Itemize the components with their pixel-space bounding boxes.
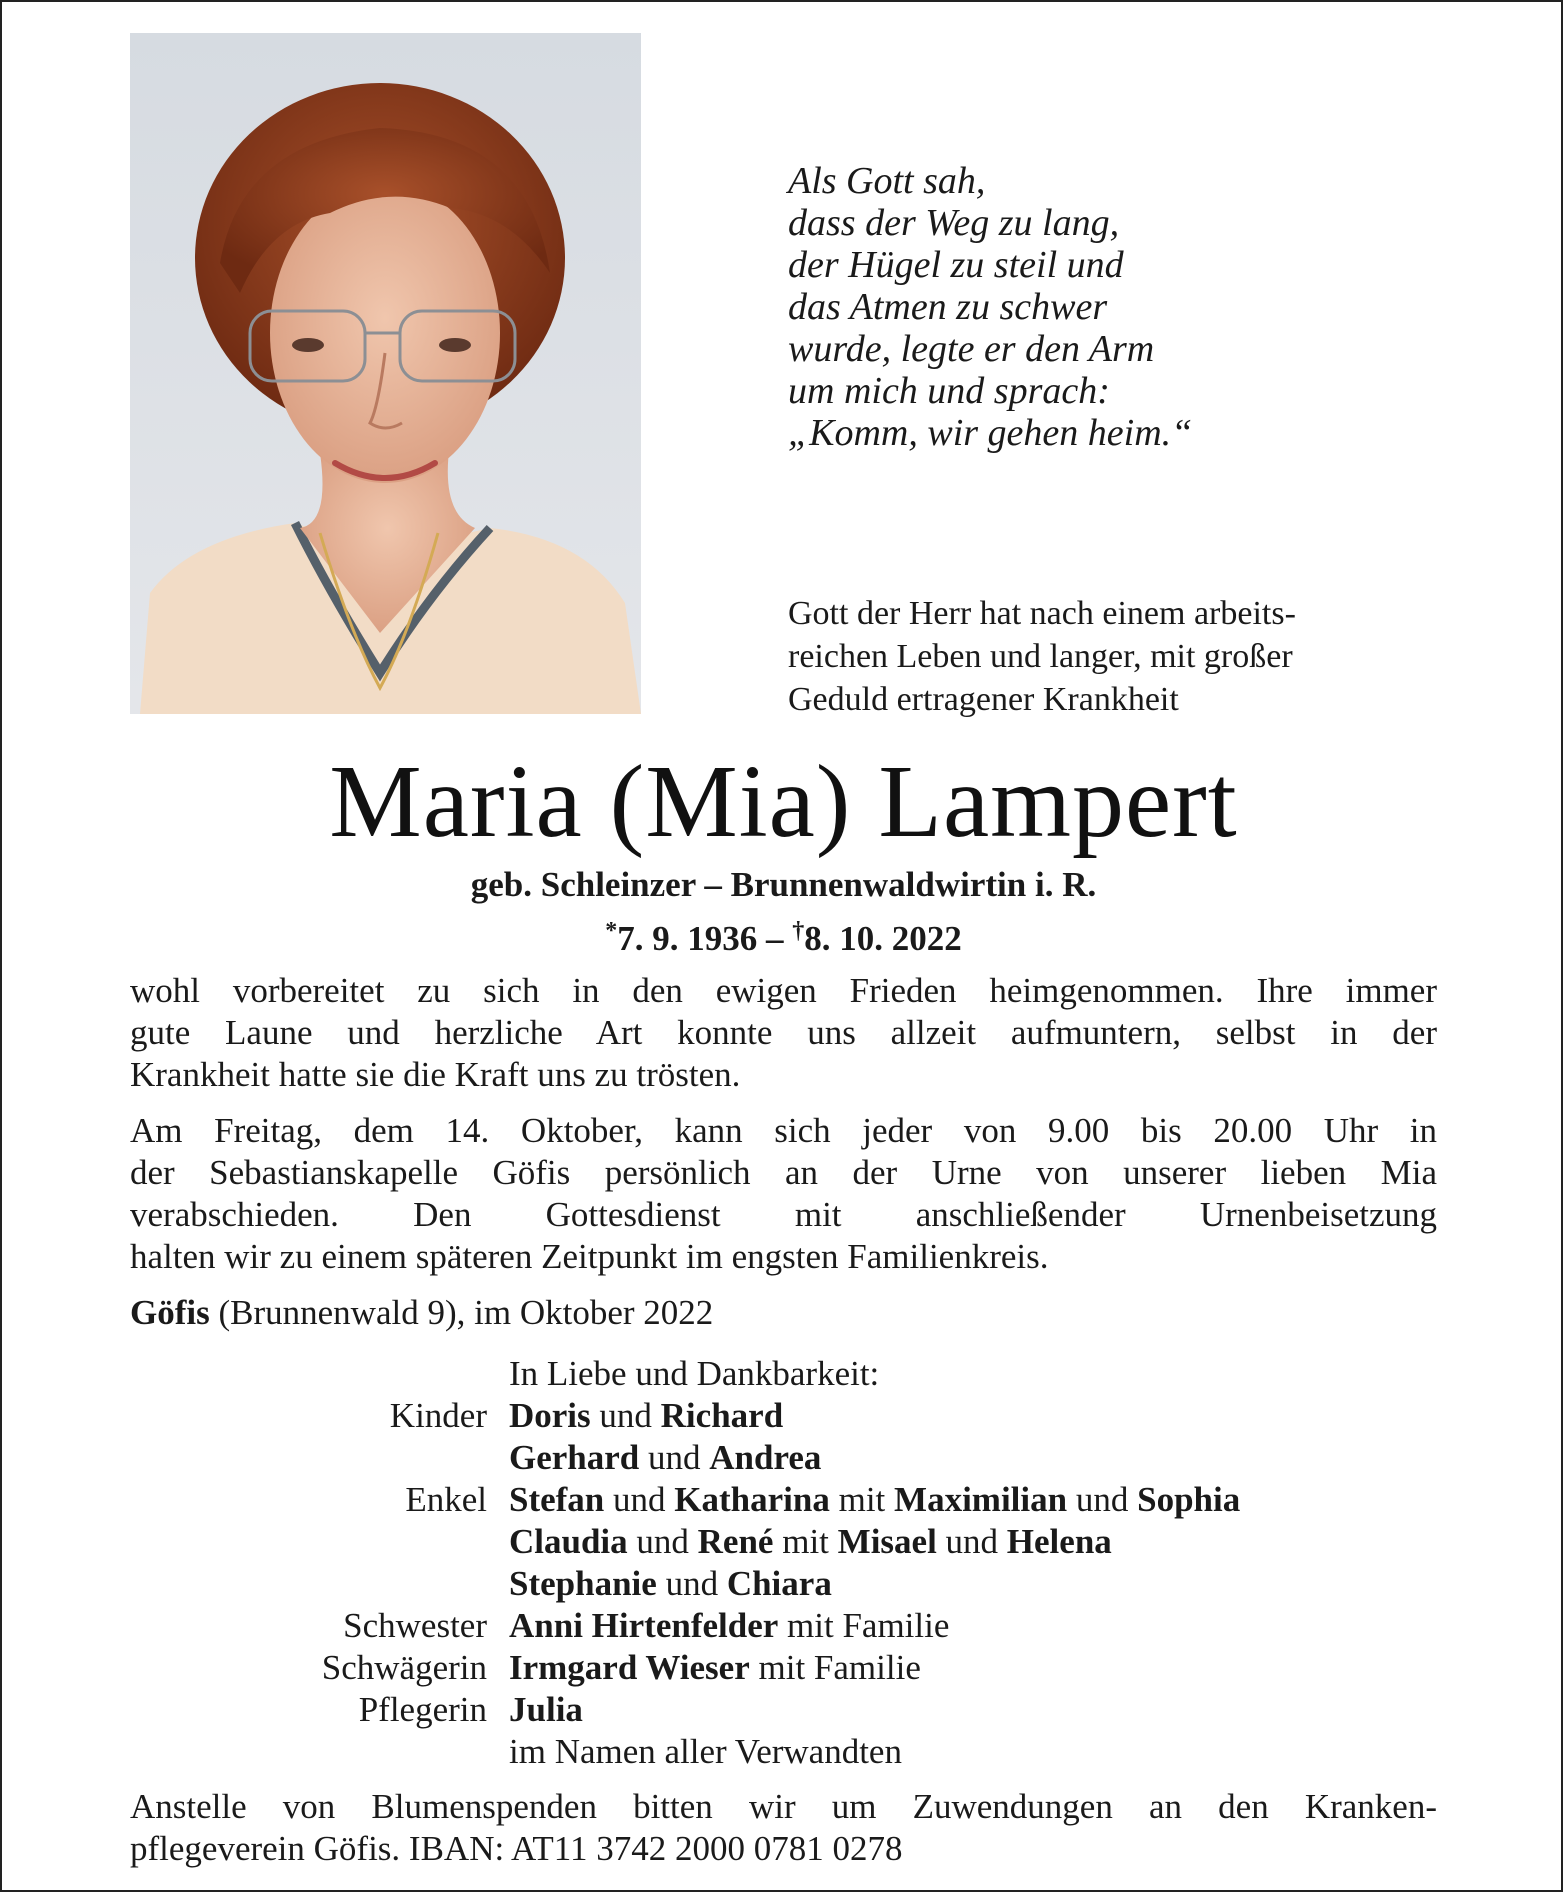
mourners-heading-row bbox=[130, 1353, 1460, 1395]
connector-text: und bbox=[590, 1396, 661, 1435]
death-symbol: † bbox=[792, 918, 805, 944]
mourner-row bbox=[130, 1605, 1460, 1647]
intro-line: Gott der Herr hat nach einem arbeits- bbox=[788, 595, 1296, 632]
paragraph-line: halten wir zu einem späteren Zeitpunkt im engsten Familienkreis. bbox=[130, 1237, 1049, 1276]
mourner-role: Pflegerin bbox=[358, 1690, 487, 1729]
connector-text: und bbox=[639, 1438, 710, 1477]
mourner-names bbox=[509, 1521, 1112, 1563]
mourner-names bbox=[509, 1563, 832, 1605]
portrait-photo bbox=[130, 33, 641, 714]
mourner-name: Maximilian bbox=[894, 1480, 1068, 1519]
mourner-names bbox=[509, 1647, 921, 1689]
deceased-name: Maria (Mia) Lampert bbox=[329, 744, 1238, 859]
donation-line: Anstelle von Blumenspenden bitten wir um Zuwendungen an den Kranken- bbox=[130, 1787, 1437, 1826]
mourner-row bbox=[130, 1395, 1460, 1437]
mourner-role: Schwägerin bbox=[321, 1648, 487, 1687]
connector-text: mit bbox=[773, 1522, 838, 1561]
mourner-name: Richard bbox=[660, 1396, 784, 1435]
place-town: Göfis bbox=[130, 1293, 210, 1332]
intro-line: Geduld ertragener Krankheit bbox=[788, 681, 1179, 718]
mourner-role: Enkel bbox=[405, 1480, 487, 1519]
mourners-heading: In Liebe und Dankbarkeit: bbox=[509, 1354, 880, 1393]
birth-date: 7. 9. 1936 bbox=[617, 919, 758, 958]
mourner-row bbox=[130, 1647, 1460, 1689]
mourner-row bbox=[130, 1479, 1460, 1521]
mourners-closing: im Namen aller Verwandten bbox=[509, 1732, 902, 1771]
mourner-role bbox=[130, 1437, 509, 1479]
poem-line: der Hügel zu steil und bbox=[788, 244, 1124, 286]
mourner-row bbox=[130, 1563, 1460, 1605]
date-dash: – bbox=[766, 919, 784, 958]
mourners-list bbox=[130, 1353, 1460, 1773]
mourner-names bbox=[509, 1479, 1240, 1521]
mourner-role bbox=[130, 1563, 509, 1605]
poem-line: dass der Weg zu lang, bbox=[788, 202, 1120, 244]
life-dates bbox=[0, 910, 1567, 960]
birth-symbol: * bbox=[605, 918, 618, 944]
donation-note bbox=[130, 1786, 1437, 1870]
mourner-name: Doris bbox=[509, 1396, 591, 1435]
mourners-closing-row bbox=[130, 1731, 1460, 1773]
mourner-name: René bbox=[697, 1522, 774, 1561]
mourner-role bbox=[130, 1521, 509, 1563]
connector-text: und bbox=[656, 1564, 727, 1603]
connector-text: und bbox=[1067, 1480, 1138, 1519]
mourner-name: Gerhard bbox=[509, 1438, 640, 1477]
death-date: 8. 10. 2022 bbox=[804, 919, 962, 958]
paragraph-line: Am Freitag, dem 14. Oktober, kann sich jeder von 9.00 bis 20.00 Uhr in bbox=[130, 1111, 1437, 1150]
place-date bbox=[130, 1292, 713, 1334]
paragraph-line: der Sebastianskapelle Göfis persönlich an der Urne von unserer lieben Mia bbox=[130, 1153, 1437, 1192]
place-rest: (Brunnenwald 9), im Oktober 2022 bbox=[209, 1293, 714, 1332]
mourner-name: Katharina bbox=[674, 1480, 830, 1519]
mourner-row bbox=[130, 1689, 1460, 1731]
mourner-name: Claudia bbox=[509, 1522, 628, 1561]
paragraph-service bbox=[130, 1110, 1437, 1278]
connector-text: mit Familie bbox=[778, 1606, 950, 1645]
mourner-name: Stefan bbox=[509, 1480, 605, 1519]
mourner-name: Anni Hirtenfelder bbox=[509, 1606, 779, 1645]
connector-text: und bbox=[936, 1522, 1007, 1561]
intro-text bbox=[788, 592, 1448, 721]
connector-text: mit Familie bbox=[749, 1648, 921, 1687]
poem-line: „Komm, wir gehen heim.“ bbox=[788, 412, 1193, 454]
donation-line: pflegeverein Göfis. IBAN: AT11 3742 2000 0781 0278 bbox=[130, 1829, 903, 1868]
mourner-name: Misael bbox=[837, 1522, 937, 1561]
poem-line: wurde, legte er den Arm bbox=[788, 328, 1155, 370]
intro-line: reichen Leben und langer, mit großer bbox=[788, 638, 1293, 675]
mourner-name: Helena bbox=[1006, 1522, 1112, 1561]
paragraph-line: gute Laune und herzliche Art konnte uns allzeit aufmuntern, selbst in der bbox=[130, 1013, 1437, 1052]
mourner-names bbox=[509, 1395, 783, 1437]
mourner-name: Julia bbox=[509, 1690, 583, 1729]
poem bbox=[788, 160, 1388, 454]
connector-text: mit bbox=[829, 1480, 895, 1519]
poem-line: Als Gott sah, bbox=[788, 160, 986, 202]
mourner-role: Kinder bbox=[389, 1396, 487, 1435]
paragraph-farewell bbox=[130, 970, 1437, 1096]
poem-line: um mich und sprach: bbox=[788, 370, 1110, 412]
paragraph-line: Krankheit hatte sie die Kraft uns zu trösten. bbox=[130, 1055, 741, 1094]
paragraph-line: wohl vorbereitet zu sich in den ewigen Frieden heimgenommen. Ihre immer bbox=[130, 971, 1437, 1010]
maiden-name-occupation: geb. Schleinzer – Brunnenwaldwirtin i. R. bbox=[470, 865, 1097, 904]
mourner-names bbox=[509, 1689, 583, 1731]
mourner-role: Schwester bbox=[343, 1606, 487, 1645]
poem-line: das Atmen zu schwer bbox=[788, 286, 1108, 328]
connector-text: und bbox=[627, 1522, 698, 1561]
mourner-names bbox=[509, 1605, 949, 1647]
mourner-name: Chiara bbox=[726, 1564, 832, 1603]
mourner-name: Sophia bbox=[1137, 1480, 1241, 1519]
connector-text: und bbox=[604, 1480, 675, 1519]
mourner-name: Stephanie bbox=[509, 1564, 657, 1603]
mourner-name: Andrea bbox=[709, 1438, 822, 1477]
paragraph-line: verabschieden. Den Gottesdienst mit anschließender Urnenbeisetzung bbox=[130, 1195, 1437, 1234]
mourner-row bbox=[130, 1521, 1460, 1563]
mourner-names bbox=[509, 1437, 821, 1479]
mourner-row bbox=[130, 1437, 1460, 1479]
mourner-name: Irmgard Wieser bbox=[509, 1648, 750, 1687]
